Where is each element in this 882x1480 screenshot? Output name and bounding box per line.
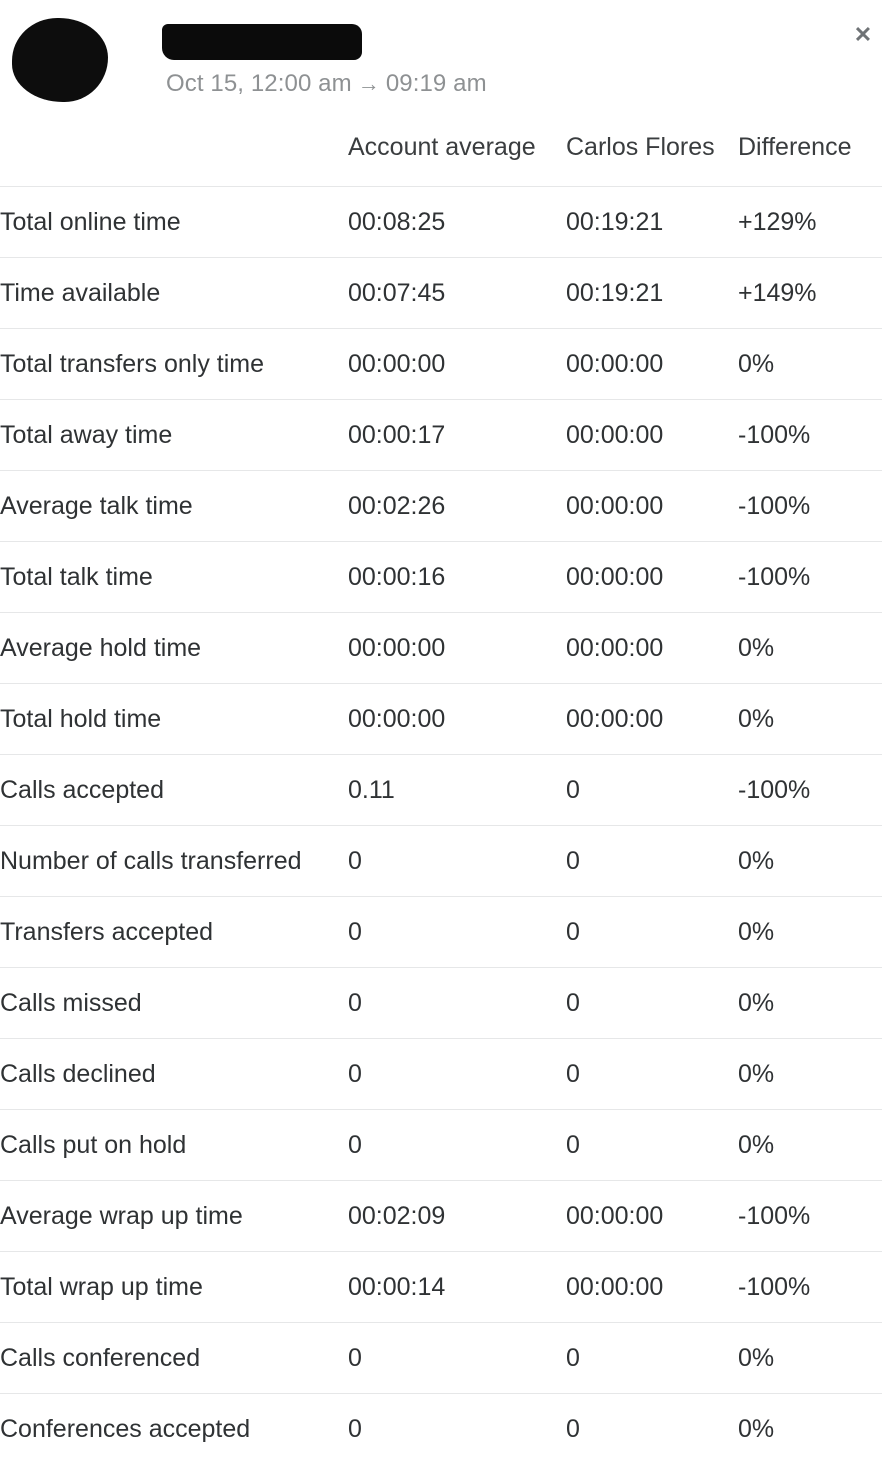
cell-account-average: 0	[348, 917, 362, 946]
table-row	[0, 1039, 882, 1110]
cell-agent: 0	[566, 1059, 580, 1088]
column-header-difference: Difference	[738, 132, 852, 161]
cell-difference: 0%	[738, 349, 775, 378]
cell-agent: 00:00:00	[566, 1272, 664, 1301]
cell-metric: Number of calls transferred	[0, 846, 302, 875]
cell-difference: -100%	[738, 775, 811, 804]
table-row	[0, 1323, 882, 1394]
cell-difference: -100%	[738, 491, 811, 520]
date-range	[166, 70, 487, 98]
column-header-account-average: Account average	[348, 132, 536, 161]
cell-difference: -100%	[738, 562, 811, 591]
cell-account-average: 00:00:00	[348, 349, 446, 378]
cell-account-average: 00:00:14	[348, 1272, 446, 1301]
cell-metric: Calls missed	[0, 988, 142, 1017]
table-row	[0, 1181, 882, 1252]
cell-difference: 0%	[738, 846, 775, 875]
arrow-right-icon: →	[357, 71, 380, 96]
date-range-end: 09:19 am	[385, 70, 487, 97]
cell-metric: Total wrap up time	[0, 1272, 203, 1301]
cell-agent: 0	[566, 846, 580, 875]
table-row	[0, 400, 882, 471]
cell-account-average: 00:08:25	[348, 207, 446, 236]
cell-difference: 0%	[738, 1130, 775, 1159]
cell-account-average: 0	[348, 1343, 362, 1372]
cell-difference: 0%	[738, 1414, 775, 1443]
cell-metric: Average wrap up time	[0, 1201, 243, 1230]
cell-agent: 00:00:00	[566, 349, 664, 378]
table-row	[0, 471, 882, 542]
cell-account-average: 00:07:45	[348, 278, 446, 307]
cell-difference: 0%	[738, 704, 775, 733]
table-row	[0, 329, 882, 400]
cell-account-average: 0	[348, 988, 362, 1017]
cell-account-average: 00:00:16	[348, 562, 446, 591]
cell-metric: Total away time	[0, 420, 173, 449]
table-row	[0, 258, 882, 329]
cell-agent: 0	[566, 1130, 580, 1159]
cell-difference: 0%	[738, 1059, 775, 1088]
cell-agent: 00:00:00	[566, 420, 664, 449]
cell-metric: Average hold time	[0, 633, 202, 662]
cell-difference: +149%	[738, 278, 817, 307]
cell-agent: 0	[566, 1414, 580, 1443]
cell-metric: Calls put on hold	[0, 1130, 187, 1159]
cell-agent: 00:00:00	[566, 491, 664, 520]
table-row	[0, 1394, 882, 1465]
cell-account-average: 0	[348, 1414, 362, 1443]
cell-metric: Transfers accepted	[0, 917, 214, 946]
cell-metric: Time available	[0, 278, 161, 307]
cell-metric: Calls conferenced	[0, 1343, 201, 1372]
table-row	[0, 187, 882, 258]
table-row	[0, 684, 882, 755]
cell-account-average: 00:00:00	[348, 633, 446, 662]
table-row	[0, 897, 882, 968]
cell-metric: Total hold time	[0, 704, 162, 733]
table-header	[0, 118, 882, 187]
cell-metric: Conferences accepted	[0, 1414, 251, 1443]
table-row	[0, 755, 882, 826]
cell-agent: 0	[566, 988, 580, 1017]
cell-agent: 00:00:00	[566, 704, 664, 733]
table-row	[0, 542, 882, 613]
panel-header	[0, 0, 882, 118]
table-row	[0, 1110, 882, 1181]
cell-agent: 0	[566, 917, 580, 946]
cell-metric: Average talk time	[0, 491, 193, 520]
cell-metric: Calls accepted	[0, 775, 164, 804]
table-row	[0, 1252, 882, 1323]
cell-difference: -100%	[738, 1201, 811, 1230]
table-row	[0, 968, 882, 1039]
cell-difference: 0%	[738, 1343, 775, 1372]
cell-difference: -100%	[738, 1272, 811, 1301]
table-body	[0, 187, 882, 1465]
table-header-row	[0, 118, 882, 187]
avatar	[12, 18, 108, 102]
cell-account-average: 0	[348, 1059, 362, 1088]
stats-table	[0, 118, 882, 1464]
cell-account-average: 00:02:26	[348, 491, 446, 520]
table-row	[0, 826, 882, 897]
date-range-start: Oct 15, 12:00 am	[166, 70, 352, 97]
cell-agent: 00:00:00	[566, 1201, 664, 1230]
cell-difference: 0%	[738, 917, 775, 946]
cell-agent: 0	[566, 775, 580, 804]
agent-name-redacted	[162, 24, 362, 60]
cell-account-average: 0	[348, 846, 362, 875]
cell-agent: 00:00:00	[566, 562, 664, 591]
cell-metric: Total transfers only time	[0, 349, 264, 378]
cell-difference: 0%	[738, 633, 775, 662]
cell-account-average: 0	[348, 1130, 362, 1159]
cell-account-average: 00:02:09	[348, 1201, 446, 1230]
cell-agent: 00:19:21	[566, 207, 664, 236]
column-header-agent: Carlos Flores	[566, 132, 715, 161]
cell-difference: -100%	[738, 420, 811, 449]
cell-metric: Total online time	[0, 207, 181, 236]
cell-difference: 0%	[738, 988, 775, 1017]
cell-account-average: 00:00:00	[348, 704, 446, 733]
cell-agent: 0	[566, 1343, 580, 1372]
cell-account-average: 00:00:17	[348, 420, 446, 449]
cell-metric: Total talk time	[0, 562, 153, 591]
table-row	[0, 613, 882, 684]
cell-agent: 00:00:00	[566, 633, 664, 662]
cell-agent: 00:19:21	[566, 278, 664, 307]
close-icon[interactable]: ✕	[853, 22, 873, 47]
cell-difference: +129%	[738, 207, 817, 236]
cell-account-average: 0.11	[348, 775, 395, 804]
cell-metric: Calls declined	[0, 1059, 156, 1088]
column-header-metric	[0, 118, 348, 187]
